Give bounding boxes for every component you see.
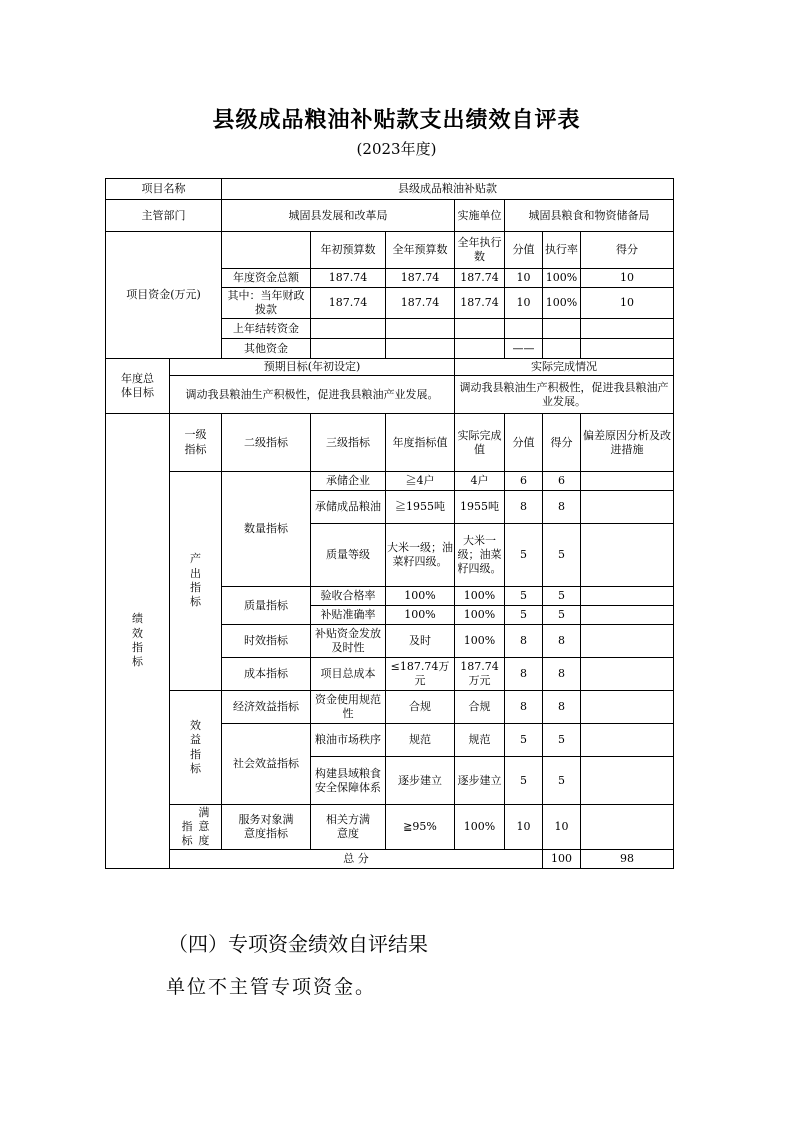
indicator-header-row	[106, 414, 674, 472]
funds-cell: 187.74	[311, 288, 386, 319]
funds-header: 全年执行数	[455, 232, 505, 269]
funds-label: 项目资金(万元)	[106, 232, 222, 359]
indicator-row	[106, 472, 674, 491]
goals-expected-header: 预期目标(年初设定)	[170, 359, 455, 376]
total-label: 总 分	[170, 850, 543, 869]
value-cell: 5	[505, 524, 543, 587]
document-subtitle: (2023年度)	[356, 140, 437, 158]
l3-cell: 构建县域粮食安全保障体系	[311, 757, 386, 805]
actual-cell: 187.74万元	[455, 658, 505, 691]
value-cell: 10	[505, 805, 543, 850]
funds-cell: 187.74	[386, 288, 455, 319]
l3-cell: 补贴资金发放及时性	[311, 625, 386, 658]
quantity-indicator-label: 数量指标	[222, 472, 311, 587]
satisfaction-indicator-label	[170, 805, 222, 850]
service-indicator-label	[222, 805, 311, 850]
level1-header	[170, 414, 222, 472]
total-score: 98	[581, 850, 674, 869]
goals-label	[106, 359, 170, 414]
project-name-row	[106, 179, 674, 200]
deviation-cell	[581, 524, 674, 587]
funds-cell: 187.74	[455, 269, 505, 288]
funds-cell: 187.74	[455, 288, 505, 319]
dept-value: 城固县发展和改革局	[222, 200, 455, 232]
l3-cell: 承储成品粮油	[311, 491, 386, 524]
econ-indicator-label: 经济效益指标	[222, 691, 311, 724]
actual-cell: 100%	[455, 625, 505, 658]
impl-label: 实施单位	[455, 200, 505, 232]
social-indicator-label: 社会效益指标	[222, 724, 311, 805]
value-cell: 5	[505, 606, 543, 625]
score-header: 得分	[543, 414, 581, 472]
funds-cell: 10	[505, 288, 543, 319]
score-cell: 6	[543, 472, 581, 491]
performance-indicator-label	[106, 414, 170, 869]
value-cell: 8	[505, 691, 543, 724]
target-cell: 100%	[386, 606, 455, 625]
actual-cell: 100%	[455, 587, 505, 606]
value-cell: 8	[505, 658, 543, 691]
target-cell: 合规	[386, 691, 455, 724]
funds-row-label: 其他资金	[222, 339, 311, 359]
funds-header: 全年预算数	[386, 232, 455, 269]
department-row	[106, 200, 674, 232]
funds-header: 得分	[581, 232, 674, 269]
funds-header: 执行率	[543, 232, 581, 269]
score-cell: 8	[543, 691, 581, 724]
goals-actual-text: 调动我县粮油生产积极性，促进我县粮油产业发展。	[455, 376, 674, 414]
funds-cell: 187.74	[311, 269, 386, 288]
value-cell: 8	[505, 491, 543, 524]
actual-cell: 1955吨	[455, 491, 505, 524]
dept-label: 主管部门	[106, 200, 222, 232]
deviation-header: 偏差原因分析及改进措施	[581, 414, 674, 472]
funds-cell	[543, 339, 581, 359]
target-cell: 逐步建立	[386, 757, 455, 805]
satisfaction-label-b: 满意度	[198, 805, 210, 848]
score-cell: 8	[543, 625, 581, 658]
actual-cell: 合规	[455, 691, 505, 724]
l3-cell: 验收合格率	[311, 587, 386, 606]
target-cell: ≤187.74万元	[386, 658, 455, 691]
funds-cell: 10	[581, 288, 674, 319]
deviation-cell	[581, 805, 674, 850]
benefit-indicator-label	[170, 691, 222, 805]
level2-header: 二级指标	[222, 414, 311, 472]
output-indicator-text: 产出指标	[190, 552, 201, 609]
deviation-cell	[581, 658, 674, 691]
funds-cell: 100%	[543, 269, 581, 288]
score-cell: 5	[543, 606, 581, 625]
funds-header-blank	[222, 232, 311, 269]
value-cell: 6	[505, 472, 543, 491]
level3-header: 三级指标	[311, 414, 386, 472]
l3-cell: 补贴准确率	[311, 606, 386, 625]
funds-cell	[311, 339, 386, 359]
target-cell: 规范	[386, 724, 455, 757]
funds-row-label: 上年结转资金	[222, 319, 311, 339]
goals-expected-text: 调动我县粮油生产积极性，促进我县粮油产业发展。	[170, 376, 455, 414]
value-cell: 5	[505, 587, 543, 606]
deviation-cell	[581, 691, 674, 724]
funds-cell: 100%	[543, 288, 581, 319]
l3-cell: 承储企业	[311, 472, 386, 491]
target-cell: ≧1955吨	[386, 491, 455, 524]
impl-value: 城固县粮食和物资储备局	[505, 200, 674, 232]
total-row	[106, 850, 674, 869]
funds-cell	[311, 319, 386, 339]
l3-cell: 项目总成本	[311, 658, 386, 691]
l3-cell: 粮油市场秩序	[311, 724, 386, 757]
section-body: 单位不主管专项资金。	[166, 976, 377, 998]
goals-actual-header: 实际完成情况	[455, 359, 674, 376]
deviation-cell	[581, 724, 674, 757]
score-cell: 8	[543, 658, 581, 691]
performance-indicator-text: 绩效指标	[132, 612, 143, 669]
funds-cell: ——	[505, 339, 543, 359]
score-cell: 10	[543, 805, 581, 850]
target-cell: ≧4户	[386, 472, 455, 491]
funds-header: 分值	[505, 232, 543, 269]
deviation-cell	[581, 757, 674, 805]
funds-cell	[455, 339, 505, 359]
score-cell: 5	[543, 587, 581, 606]
funds-cell: 187.74	[386, 269, 455, 288]
goals-label-text: 年度总体目标	[121, 371, 154, 399]
funds-cell	[505, 319, 543, 339]
indicator-row	[106, 805, 674, 850]
funds-cell	[581, 339, 674, 359]
service-indicator-text: 服务对象满意度指标	[238, 812, 294, 840]
target-cell: 100%	[386, 587, 455, 606]
funds-cell	[386, 339, 455, 359]
value-cell: 5	[505, 724, 543, 757]
funds-cell	[386, 319, 455, 339]
value-cell: 5	[505, 757, 543, 805]
actual-cell: 4户	[455, 472, 505, 491]
project-name-label: 项目名称	[106, 179, 222, 200]
evaluation-table	[105, 178, 674, 869]
score-cell: 5	[543, 524, 581, 587]
deviation-cell	[581, 472, 674, 491]
level1-header-text: 一级指标	[184, 428, 207, 456]
funds-cell: 10	[505, 269, 543, 288]
actual-header: 实际完成值	[455, 414, 505, 472]
document-title: 县级成品粮油补贴款支出绩效自评表	[212, 108, 581, 133]
indicator-row	[106, 691, 674, 724]
funds-cell: 10	[581, 269, 674, 288]
section-heading: （四）专项资金绩效自评结果	[168, 932, 428, 956]
target-header: 年度指标值	[386, 414, 455, 472]
goals-row	[106, 376, 674, 414]
score-cell: 5	[543, 757, 581, 805]
project-name-value: 县级成品粮油补贴款	[222, 179, 674, 200]
target-cell: 大米一级；油菜籽四级。	[386, 524, 455, 587]
target-cell: ≧95%	[386, 805, 455, 850]
score-cell: 8	[543, 491, 581, 524]
funds-header-row	[106, 232, 674, 269]
time-indicator-label: 时效指标	[222, 625, 311, 658]
total-value: 100	[543, 850, 581, 869]
actual-cell: 100%	[455, 805, 505, 850]
actual-cell: 规范	[455, 724, 505, 757]
goals-header-row	[106, 359, 674, 376]
score-value-header: 分值	[505, 414, 543, 472]
funds-cell	[455, 319, 505, 339]
output-indicator-label	[170, 472, 222, 691]
deviation-cell	[581, 606, 674, 625]
cost-indicator-label: 成本指标	[222, 658, 311, 691]
quality-indicator-label: 质量指标	[222, 587, 311, 625]
funds-cell	[581, 319, 674, 339]
deviation-cell	[581, 625, 674, 658]
actual-cell: 大米一级；油菜籽四级。	[455, 524, 505, 587]
score-cell: 5	[543, 724, 581, 757]
actual-cell: 100%	[455, 606, 505, 625]
l3-cell-text: 相关方满意度	[326, 812, 370, 840]
l3-cell: 资金使用规范性	[311, 691, 386, 724]
satisfaction-label-a: 指标	[181, 819, 193, 848]
funds-cell	[543, 319, 581, 339]
actual-cell: 逐步建立	[455, 757, 505, 805]
funds-header: 年初预算数	[311, 232, 386, 269]
value-cell: 8	[505, 625, 543, 658]
deviation-cell	[581, 587, 674, 606]
target-cell: 及时	[386, 625, 455, 658]
funds-row-label: 其中：当年财政拨款	[222, 288, 311, 319]
funds-row-label: 年度资金总额	[222, 269, 311, 288]
benefit-indicator-text: 效益指标	[190, 718, 201, 775]
l3-cell: 质量等级	[311, 524, 386, 587]
deviation-cell	[581, 491, 674, 524]
l3-cell	[311, 805, 386, 850]
